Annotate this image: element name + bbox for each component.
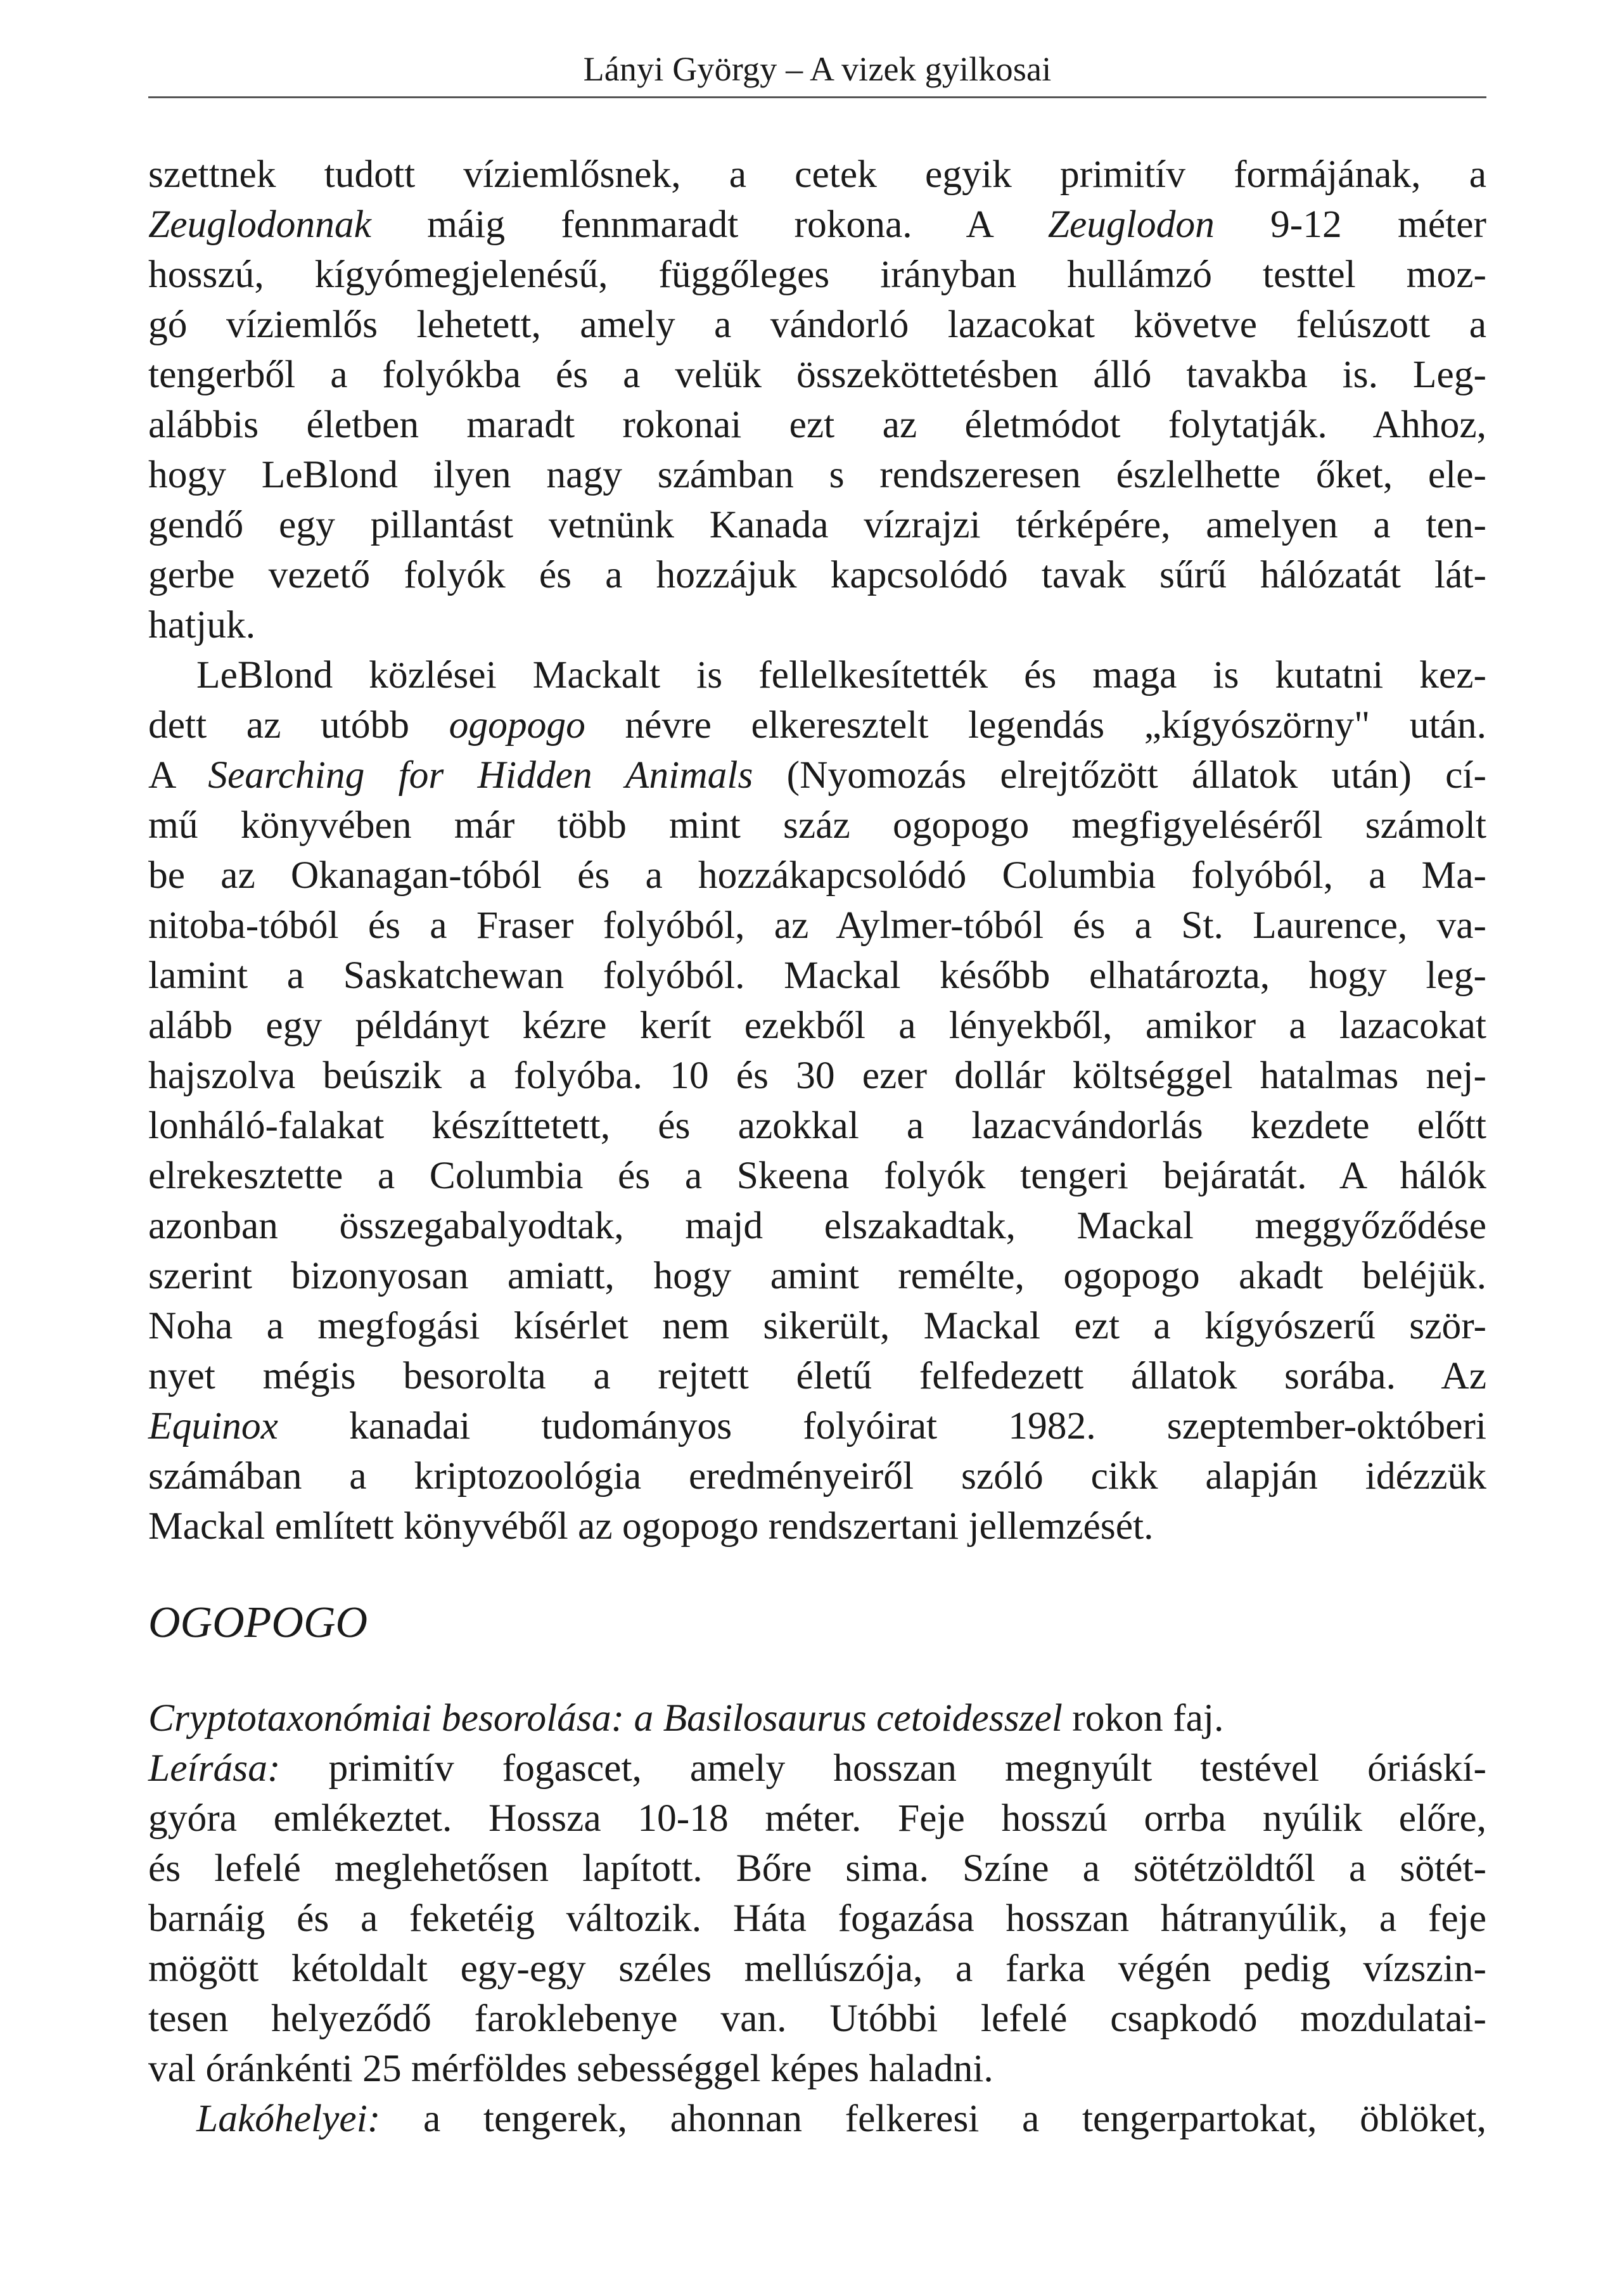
text-run: hosszú, kígyómegjelenésű, függőleges irányban hullámzó testtel moz-	[148, 253, 1486, 296]
italic-text: Zeuglodonnak	[148, 203, 371, 246]
paragraph-1	[148, 150, 1486, 650]
text-line	[148, 200, 1486, 250]
text-run: tengerből a folyókba és a velük összeköttetésben álló tavakba is. Leg-	[148, 353, 1486, 396]
text-line	[148, 800, 1486, 850]
text-run: azonban összegabalyodtak, majd elszakadtak, Mackal meggyőződése	[148, 1204, 1486, 1247]
text-line	[148, 150, 1486, 200]
text-run: névre elkeresztelt legendás „kígyószörny" után.	[585, 703, 1486, 747]
text-run: rokon faj.	[1062, 1696, 1224, 1740]
text-run: és lefelé meglehetősen lapított. Bőre sima. Színe a sötétzöldtől a sötét-	[148, 1847, 1486, 1890]
text-line	[148, 1944, 1486, 1994]
italic-text: Lakóhelyei:	[196, 2097, 381, 2140]
text-line	[148, 1251, 1486, 1301]
text-run: kanadai tudományos folyóirat 1982. szeptember-októberi	[278, 1404, 1486, 1447]
text-run: nyet mégis besorolta a rejtett életű felfedezett állatok sorába. Az	[148, 1354, 1486, 1397]
text-run: LeBlond közlései Mackalt is fellelkesítették és maga is kutatni kez-	[196, 653, 1486, 696]
section-gap	[148, 1551, 1486, 1588]
text-line	[148, 850, 1486, 901]
running-header: Lányi György – A vizek gyilkosai	[583, 50, 1052, 88]
text-run: a tengerek, ahonnan felkeresi a tengerpartokat, öblöket,	[380, 2097, 1486, 2140]
text-run: hatjuk.	[148, 603, 256, 646]
body-text	[148, 150, 1486, 2144]
text-line	[148, 1793, 1486, 1844]
text-run: gyóra emlékeztet. Hossza 10-18 méter. Feje hosszú orrba nyúlik előre,	[148, 1797, 1486, 1840]
text-line	[148, 2044, 1486, 2094]
text-run: gó víziemlős lehetett, amely a vándorló lazacokat követve felúszott a	[148, 303, 1486, 346]
classification-line	[148, 1693, 1486, 1743]
text-run: nitoba-tóból és a Fraser folyóból, az Aylmer-tóból és a St. Laurence, va-	[148, 904, 1486, 947]
text-run: 9-12 méter	[1214, 203, 1486, 246]
text-run: mű könyvében már több mint száz ogopogo megfigyeléséről számolt	[148, 804, 1486, 847]
text-line	[148, 1894, 1486, 1944]
text-line	[148, 951, 1486, 1001]
text-line	[148, 250, 1486, 300]
text-run: (Nyomozás elrejtőzött állatok után) cí-	[753, 754, 1486, 797]
text-run: mögött kétoldalt egy-egy széles mellúszója, a farka végén pedig vízszin-	[148, 1947, 1486, 1990]
text-line	[148, 350, 1486, 400]
text-run: számában a kriptozoológia eredményeiről szóló cikk alapján idézzük	[148, 1454, 1486, 1498]
paragraph-2	[148, 650, 1486, 1551]
text-run: szerint bizonyosan amiatt, hogy amint remélte, ogopogo akadt beléjük.	[148, 1254, 1486, 1297]
text-line	[148, 1151, 1486, 1201]
text-line	[148, 1351, 1486, 1401]
text-run: be az Okanagan-tóból és a hozzákapcsolódó Columbia folyóból, a Ma-	[148, 854, 1486, 897]
text-line	[148, 650, 1486, 700]
text-line	[148, 901, 1486, 951]
text-run: elrekesztette a Columbia és a Skeena folyók tengeri bejáratát. A hálók	[148, 1154, 1486, 1197]
text-run: lonháló-falakat készíttetett, és azokkal a lazacvándorlás kezdete előtt	[148, 1104, 1486, 1147]
text-run: dett az utóbb	[148, 703, 449, 747]
text-line	[148, 1001, 1486, 1051]
text-line	[148, 300, 1486, 350]
text-line	[148, 1201, 1486, 1251]
text-line	[148, 1401, 1486, 1451]
heading-gap	[148, 1668, 1486, 1693]
text-run: lamint a Saskatchewan folyóból. Mackal később elhatározta, hogy leg-	[148, 954, 1486, 997]
text-line	[148, 700, 1486, 750]
text-line	[148, 450, 1486, 500]
text-line	[148, 1994, 1486, 2044]
italic-text: ogopogo	[449, 703, 585, 747]
section-heading: OGOPOGO	[148, 1598, 368, 1647]
text-run: barnáig és a feketéig változik. Háta fogazása hosszan hátranyúlik, a feje	[148, 1897, 1486, 1940]
italic-text: Cryptotaxonómiai besorolása: a Basilosaurus cetoidesszel	[148, 1696, 1063, 1740]
text-run: Noha a megfogási kísérlet nem sikerült, Mackal ezt a kígyószerű ször-	[148, 1304, 1486, 1347]
text-run: primitív fogascet, amely hosszan megnyúlt testével óriáskí-	[280, 1747, 1486, 1790]
text-run: val óránkénti 25 mérföldes sebességgel képes haladni.	[148, 2047, 993, 2090]
italic-text: Leírása:	[148, 1747, 281, 1790]
italic-text: Searching for Hidden Animals	[208, 754, 753, 797]
habitat-paragraph	[148, 2094, 1486, 2144]
text-run: máig fennmaradt rokona. A	[371, 203, 1048, 246]
text-run: hogy LeBlond ilyen nagy számban s rendszeresen észlelhette őket, ele-	[148, 453, 1486, 496]
text-line	[148, 1051, 1486, 1101]
text-line	[148, 1743, 1486, 1793]
italic-text: Equinox	[148, 1404, 278, 1447]
description-paragraph	[148, 1743, 1486, 2094]
text-line	[148, 750, 1486, 800]
text-line	[148, 550, 1486, 600]
text-run: tesen helyeződő faroklebenye van. Utóbbi lefelé csapkodó mozdulatai-	[148, 1997, 1486, 2040]
text-line	[148, 1301, 1486, 1351]
text-run: gerbe vezető folyók és a hozzájuk kapcsolódó tavak sűrű hálózatát lát-	[148, 553, 1486, 596]
text-run: alábbis életben maradt rokonai ezt az életmódot folytatják. Ahhoz,	[148, 403, 1486, 446]
text-line	[148, 2094, 1486, 2144]
text-line	[148, 500, 1486, 550]
text-run: hajszolva beúszik a folyóba. 10 és 30 ezer dollár költséggel hatalmas nej-	[148, 1054, 1486, 1097]
text-run: szettnek tudott víziemlősnek, a cetek egyik primitív formájának, a	[148, 153, 1486, 196]
text-run: Mackal említett könyvéből az ogopogo rendszertani jellemzését.	[148, 1504, 1154, 1548]
italic-text: Zeuglodon	[1047, 203, 1215, 246]
text-line	[148, 1451, 1486, 1501]
text-line	[148, 1501, 1486, 1551]
text-run: gendő egy pillantást vetnünk Kanada vízrajzi térképére, amelyen a ten-	[148, 503, 1486, 546]
text-line	[148, 1693, 1486, 1743]
text-run: A	[148, 754, 208, 797]
text-run: alább egy példányt kézre kerít ezekből a lényekből, amikor a lazacokat	[148, 1004, 1486, 1047]
text-line	[148, 400, 1486, 450]
text-line	[148, 1844, 1486, 1894]
text-line	[148, 1101, 1486, 1151]
text-line	[148, 600, 1486, 650]
header-rule	[148, 96, 1486, 98]
